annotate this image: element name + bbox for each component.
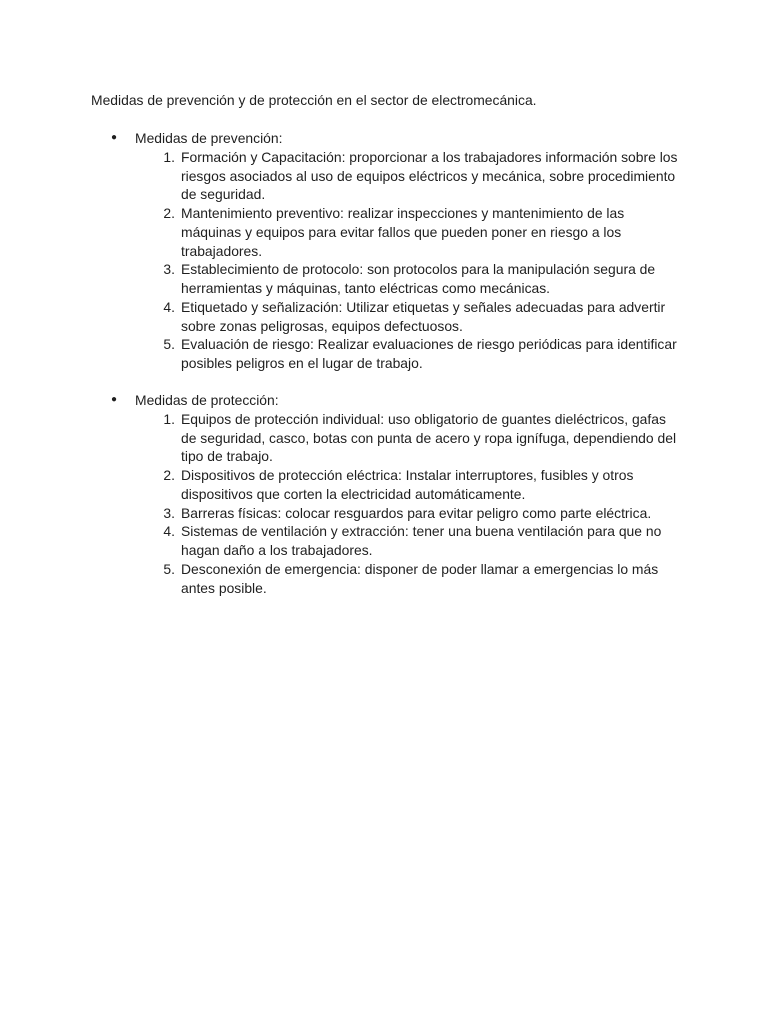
list-item-line: riesgos asociados al uso de equipos eléctricos y mecánica, sobre procedimiento (181, 167, 676, 184)
list-item-line: herramientas y máquinas, tanto eléctricas como mecánicas. (181, 280, 551, 296)
document-title: Medidas de prevención y de protección en el sector de electromecánica. (91, 92, 537, 108)
list-item-number: 3. (163, 261, 175, 278)
list-item-number: 5. (163, 560, 175, 577)
list-item-line: dispositivos que corten la electricidad automáticamente. (181, 485, 526, 502)
list-item-line: Etiquetado y señalización: Utilizar etiquetas y señales adecuadas para advertir (181, 298, 666, 315)
section-proteccion (0, 391, 768, 597)
list-item-number: 2. (163, 467, 175, 483)
list-item-line: Desconexión de emergencia: disponer de poder llamar a emergencias lo más (181, 560, 659, 577)
list-item-line: Barreras físicas: colocar resguardos para evitar peligro como parte eléctrica. (181, 504, 652, 521)
list-item-line: Mantenimiento preventivo: realizar inspecciones y mantenimiento de las (181, 205, 625, 221)
section-prevencion (0, 129, 768, 373)
numbered-list (0, 148, 768, 373)
list-item-number: 1. (163, 148, 175, 165)
list-item (0, 504, 678, 523)
list-item (0, 148, 678, 204)
list-item-line: Establecimiento de protocolo: son protocolos para la manipulación segura de (181, 261, 656, 278)
list-item-number: 3. (163, 504, 175, 521)
list-item-line: Sistemas de ventilación y extracción: tener una buena ventilación para que no (181, 523, 662, 540)
list-item-line: Dispositivos de protección eléctrica: Instalar interruptores, fusibles y otros (181, 467, 634, 483)
list-item (0, 298, 678, 336)
list-item-line: hagan daño a los trabajadores. (181, 542, 373, 558)
bullet-icon: ● (111, 132, 118, 143)
section-heading: Medidas de protección: (135, 392, 279, 408)
list-item-number: 1. (163, 410, 175, 427)
list-item-line: Equipos de protección individual: uso obligatorio de guantes dieléctricos, gafas (181, 410, 666, 427)
list-item-line: Formación y Capacitación: proporcionar a los trabajadores información sobre los (181, 148, 678, 165)
numbered-list (0, 410, 768, 598)
section-heading: Medidas de prevención: (135, 130, 283, 146)
list-item-line: tipo de trabajo. (181, 448, 273, 465)
list-item-line: sobre zonas peligrosas, equipos defectuosos. (181, 317, 463, 334)
list-item-line: antes posible. (181, 579, 267, 596)
list-item (0, 204, 678, 260)
list-item-line: de seguridad. (181, 186, 266, 203)
list-item-number: 4. (163, 298, 175, 315)
list-item (0, 466, 678, 504)
list-item (0, 260, 678, 298)
list-item-line: posibles peligros en el lugar de trabajo. (181, 355, 423, 371)
list-item (0, 522, 678, 560)
bullet-icon: ● (111, 394, 118, 405)
list-item-number: 4. (163, 523, 175, 540)
list-item-line: trabajadores. (181, 242, 263, 259)
list-item-line: Evaluación de riesgo: Realizar evaluaciones de riesgo periódicas para identificar (181, 336, 677, 353)
list-item-line: máquinas y equipos para evitar fallos que pueden poner en riesgo a los (181, 223, 622, 240)
list-item (0, 560, 678, 598)
list-item (0, 410, 678, 466)
list-item-line: de seguridad, casco, botas con punta de acero y ropa ignífuga, dependiendo del (181, 429, 677, 446)
list-item (0, 335, 678, 373)
list-item-number: 2. (163, 205, 175, 221)
list-item-number: 5. (163, 336, 175, 353)
section-heading-row (0, 391, 768, 410)
section-heading-row (0, 129, 768, 148)
